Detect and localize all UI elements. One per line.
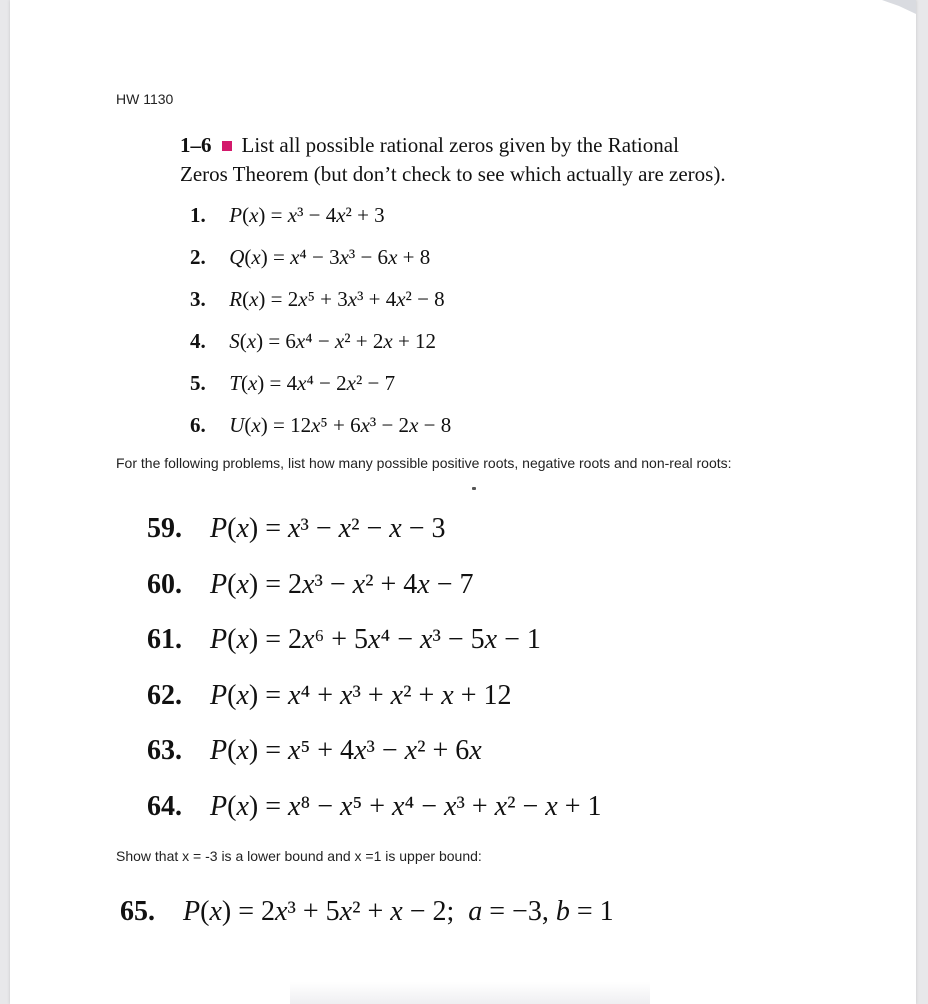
rational-zeros-problem-list <box>190 200 451 452</box>
descartes-problem-list <box>147 510 601 843</box>
problem-item: 1. P(x) = x³ − 4x² + 3 <box>190 203 385 227</box>
rational-zeros-instructions <box>180 131 820 189</box>
problem-item: 59. P(x) = x³ − x² − x − 3 <box>147 513 446 544</box>
document-page <box>10 0 916 1004</box>
section-number: 1–6 <box>180 133 212 157</box>
problem-item: 60. P(x) = 2x³ − x² + 4x − 7 <box>147 568 474 600</box>
bullet-square-icon <box>222 141 232 151</box>
problem-item: 63. P(x) = x⁵ + 4x³ − x² + 6x <box>147 735 482 766</box>
bounds-problem: 65. P(x) = 2x³ + 5x² + x − 2; a = −3, b = 1 <box>120 896 614 927</box>
problem-item: 64. P(x) = x⁸ − x⁵ + x⁴ − x³ + x² − x + 1 <box>147 790 602 822</box>
instructions-line-2: Zeros Theorem (but don’t check to see which actually are zeros). <box>180 162 726 186</box>
instructions-line-1: List all possible rational zeros given by the Rational <box>241 133 679 157</box>
problem-item: 6. U(x) = 12x⁵ + 6x³ − 2x − 8 <box>190 413 452 437</box>
problem-item: 3. R(x) = 2x⁵ + 3x³ + 4x² − 8 <box>190 287 445 311</box>
problem-item: 61. P(x) = 2x⁶ + 5x⁴ − x³ − 5x − 1 <box>147 624 541 655</box>
cursor-mark <box>472 487 476 490</box>
page-corner-icon <box>882 0 916 14</box>
page-title: HW 1130 <box>116 91 174 107</box>
bounds-instructions: Show that x = -3 is a lower bound and x =1 is upper bound: <box>116 848 482 864</box>
descartes-instructions: For the following problems, list how many possible positive roots, negative roots and non-real roots: <box>116 455 732 471</box>
problem-item: 62. P(x) = x⁴ + x³ + x² + x + 12 <box>147 679 512 711</box>
problem-item: 2. Q(x) = x⁴ − 3x³ − 6x + 8 <box>190 245 431 269</box>
page-bottom-shadow <box>290 982 650 1004</box>
problem-item: 5. T(x) = 4x⁴ − 2x² − 7 <box>190 371 396 395</box>
bounds-params: a = −3, b = 1 <box>468 896 614 927</box>
problem-item: 4. S(x) = 6x⁴ − x² + 2x + 12 <box>190 329 437 353</box>
